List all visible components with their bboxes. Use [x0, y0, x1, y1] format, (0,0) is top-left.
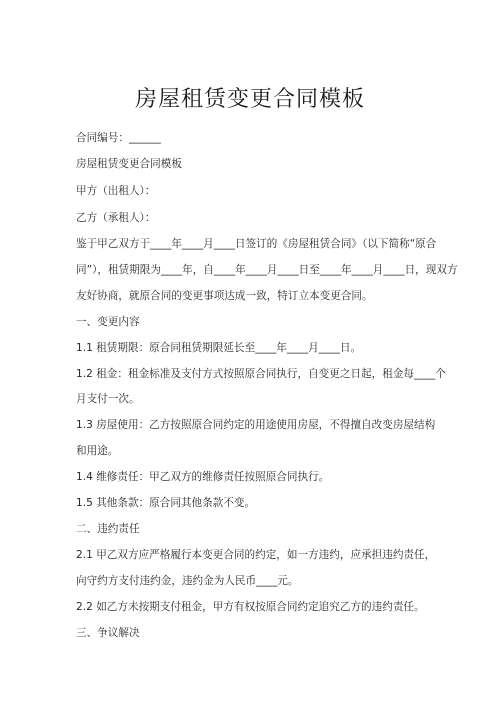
clause-2-2: 2.2 如乙方未按期支付租金，甲方有权按原合同约定追究乙方的违约责任。 [76, 601, 425, 613]
clause-1-2-line-1: 1.2 租金：租金标准及支付方式按照原合同执行，自变更之日起，租金每____个 [76, 368, 446, 380]
section-heading-breach: 二、违约责任 [76, 523, 140, 535]
preamble-line-3: 友好协商，就原合同的变更事项达成一致，特订立本变更合同。 [76, 290, 373, 302]
preamble-line-2: 同”），租赁期限为____年，自____年____月____日至____年____月____日，现双方 [76, 264, 458, 276]
clause-1-4: 1.4 维修责任：甲乙双方的维修责任按照原合同执行。 [76, 471, 330, 483]
document-subtitle-line: 房屋租赁变更合同模板 [76, 158, 182, 170]
party-b-line: 乙方（承租人）： [76, 212, 156, 224]
clause-2-1-line-1: 2.1 甲乙双方应严格履行本变更合同的约定，如一方违约，应承担违约责任， [76, 549, 436, 561]
preamble-line-1: 鉴于甲乙双方于____年____月____日签订的《房屋租赁合同》（以下简称“原合 [76, 238, 437, 250]
party-a-line: 甲方（出租人）： [76, 185, 156, 197]
section-heading-disputes: 三、争议解决 [76, 627, 140, 639]
clause-1-3-line-1: 1.3 房屋使用：乙方按照原合同约定的用途使用房屋，不得擅自改变房屋结构 [76, 419, 436, 431]
clause-1-1: 1.1 租赁期限：原合同租赁期限延长至____年____月____日。 [76, 342, 362, 354]
clause-1-2-line-2: 月支付一次。 [76, 393, 140, 405]
clause-1-3-line-2: 和用途。 [76, 445, 119, 457]
document-title: 房屋租赁变更合同模板 [134, 87, 365, 112]
section-heading-changes: 一、变更内容 [76, 316, 140, 328]
contract-number-line: 合同编号：______ [76, 132, 161, 144]
clause-2-1-line-2: 向守约方支付违约金，违约金为人民币____元。 [76, 575, 299, 587]
clause-1-5: 1.5 其他条款：原合同其他条款不变。 [76, 497, 256, 509]
